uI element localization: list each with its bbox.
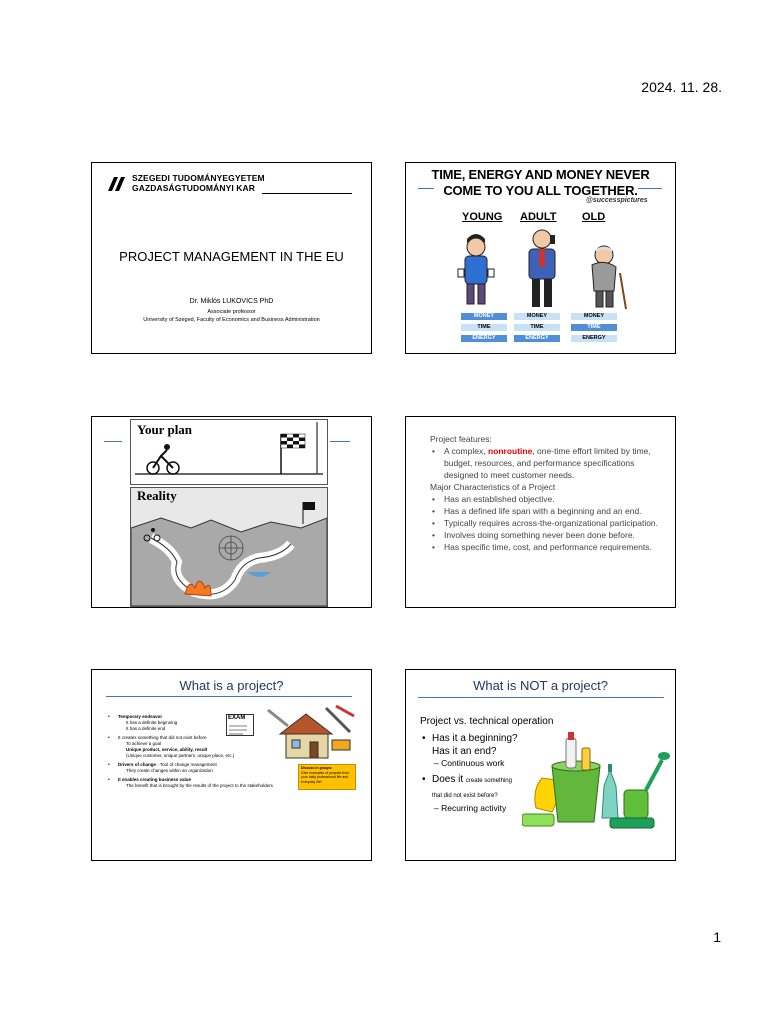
house-tools-icon — [266, 704, 356, 760]
slide-3 — [91, 416, 372, 608]
feature-prefix: A complex, — [444, 446, 488, 456]
slide-5 — [91, 669, 372, 861]
slide-heading: What is NOT a project? — [473, 678, 608, 693]
question-small: create something that did not exist before? — [432, 778, 512, 799]
header-underline — [262, 193, 352, 194]
tag-energy-adult: ENERGY — [514, 335, 560, 342]
age-label-adult: ADULT — [520, 211, 557, 223]
feature-suffix: , one-time effort limited by time, budget, resources, and performance specifications designed to meet customer needs. — [444, 446, 651, 480]
sub-item: (Unique customer, unique partners, unique place, etc.) — [126, 753, 235, 758]
characteristic-item: • Has a defined life span with a beginning and an end. — [444, 505, 670, 517]
heading-underline — [418, 697, 664, 698]
three-figures-illustration — [446, 225, 646, 311]
tag-time-young: TIME — [461, 324, 507, 331]
characteristics-heading: Major Characteristics of a Project — [430, 482, 556, 492]
reality-illustration — [131, 488, 327, 606]
sub-item: They create changes within an organization — [126, 768, 213, 773]
discussion-box — [298, 764, 356, 790]
nonroutine-highlight: nonroutine — [487, 446, 533, 456]
exam-lines — [227, 723, 251, 735]
slide-2 — [405, 162, 676, 354]
slide-1 — [91, 162, 372, 354]
tag-time-adult: TIME — [514, 324, 560, 331]
sub-item: Unique product, service, ability, result — [126, 747, 208, 752]
slide-heading: What is a project? — [179, 678, 284, 693]
features-list — [430, 445, 670, 481]
bullet-drivers-rest: - Tool of change management — [156, 762, 217, 767]
slide-title: PROJECT MANAGEMENT IN THE EU — [119, 249, 344, 264]
title-line-1: TIME, ENERGY AND MONEY NEVER — [431, 167, 650, 182]
characteristic-item: • Has specific time, cost, and performance requirements. — [444, 541, 670, 553]
answer-item: – Continuous work — [434, 758, 505, 768]
slide-6 — [405, 669, 676, 861]
right-accent-line — [638, 188, 662, 189]
tag-money-old: MONEY — [571, 313, 617, 320]
watermark-handle: @successpictures — [586, 197, 648, 204]
comparison-list — [420, 732, 520, 814]
author-position: Associate professor — [207, 309, 256, 315]
right-accent-line — [330, 441, 350, 442]
tag-energy-old: ENERGY — [571, 335, 617, 342]
characteristic-item: • Has an established objective. — [444, 493, 670, 505]
young-person-icon — [458, 234, 494, 304]
title-line-2: COME TO YOU ALL TOGETHER. — [443, 183, 638, 198]
reality-panel — [130, 487, 328, 607]
plan-label: Your plan — [137, 422, 193, 437]
list-item — [106, 762, 316, 774]
old-person-icon — [592, 246, 626, 309]
slide-title — [406, 167, 675, 199]
reality-label: Reality — [137, 488, 177, 503]
age-label-old: OLD — [582, 211, 606, 223]
cyclist-icon — [147, 444, 179, 474]
heading-underline — [106, 696, 352, 697]
question-item: • Has it a beginning? Has it an end? — [420, 732, 520, 758]
age-label-young: YOUNG — [462, 211, 503, 223]
project-features-text — [430, 433, 670, 553]
characteristic-item: • Typically requires across-the-organizational participation. — [444, 517, 670, 529]
tag-money-adult: MONEY — [514, 313, 560, 320]
web-icon — [219, 536, 243, 560]
tag-energy-young: ENERGY — [461, 335, 507, 342]
exam-label: EXAM — [228, 715, 246, 721]
tag-money-young: MONEY — [461, 313, 507, 320]
page-number: 1 — [713, 929, 721, 945]
question-item — [420, 773, 520, 803]
university-line: SZEGEDI TUDOMÁNYEGYETEM — [132, 173, 265, 183]
question-main: Does it — [432, 774, 466, 785]
university-name — [132, 173, 265, 193]
finish-flag-icon — [281, 434, 305, 474]
bullet-business-value: It enables creating business value — [118, 777, 192, 782]
exam-paper-icon — [226, 714, 254, 736]
plan-illustration — [131, 420, 327, 484]
cleaning-supplies-icon — [522, 730, 670, 834]
author-name: Dr. Miklós LUKOVICS PhD — [189, 298, 274, 305]
bullet-temporary: Temporary endeavor — [118, 714, 163, 719]
sub-item: The benefit that is brought by the results of the project to the stakeholders — [126, 783, 273, 788]
slide-4 — [405, 416, 676, 608]
tag-time-old: TIME — [571, 324, 617, 331]
adult-person-icon — [529, 230, 555, 307]
sub-item: It has a definite end — [126, 726, 166, 731]
answer-text: Recurring activity — [441, 803, 507, 813]
finish-flag-icon — [303, 502, 315, 524]
university-logo-icon — [108, 177, 126, 191]
sub-item: To achieve a goal — [126, 741, 162, 746]
author-affiliation: University of Szeged, Faculty of Economics and Business Administration — [143, 317, 320, 323]
feature-item — [444, 445, 670, 481]
bullet-drivers: Drivers of change — [118, 762, 157, 767]
bullet-creates: It creates something that did not exist before — [118, 735, 207, 740]
answer-text: Continuous work — [441, 758, 505, 768]
features-heading: Project features: — [430, 434, 492, 444]
discussion-text: Give examples of projects from your daily professional life and everyday life! — [301, 770, 350, 784]
discussion-title: Discuss in groups: — [301, 766, 333, 770]
faculty-line: GAZDASÁGTUDOMÁNYI KAR — [132, 183, 255, 193]
characteristics-list — [430, 493, 670, 553]
characteristic-item: • Involves doing something never been done before. — [444, 529, 670, 541]
list-item — [106, 777, 316, 789]
left-accent-line — [418, 188, 434, 189]
sub-item: It has a definite beginning — [126, 720, 178, 725]
answer-item: – Recurring activity — [434, 803, 507, 813]
left-accent-line — [104, 441, 122, 442]
plan-panel — [130, 419, 328, 485]
page-date: 2024. 11. 28. — [641, 79, 722, 95]
slide-subtitle: Project vs. technical operation — [420, 716, 554, 727]
